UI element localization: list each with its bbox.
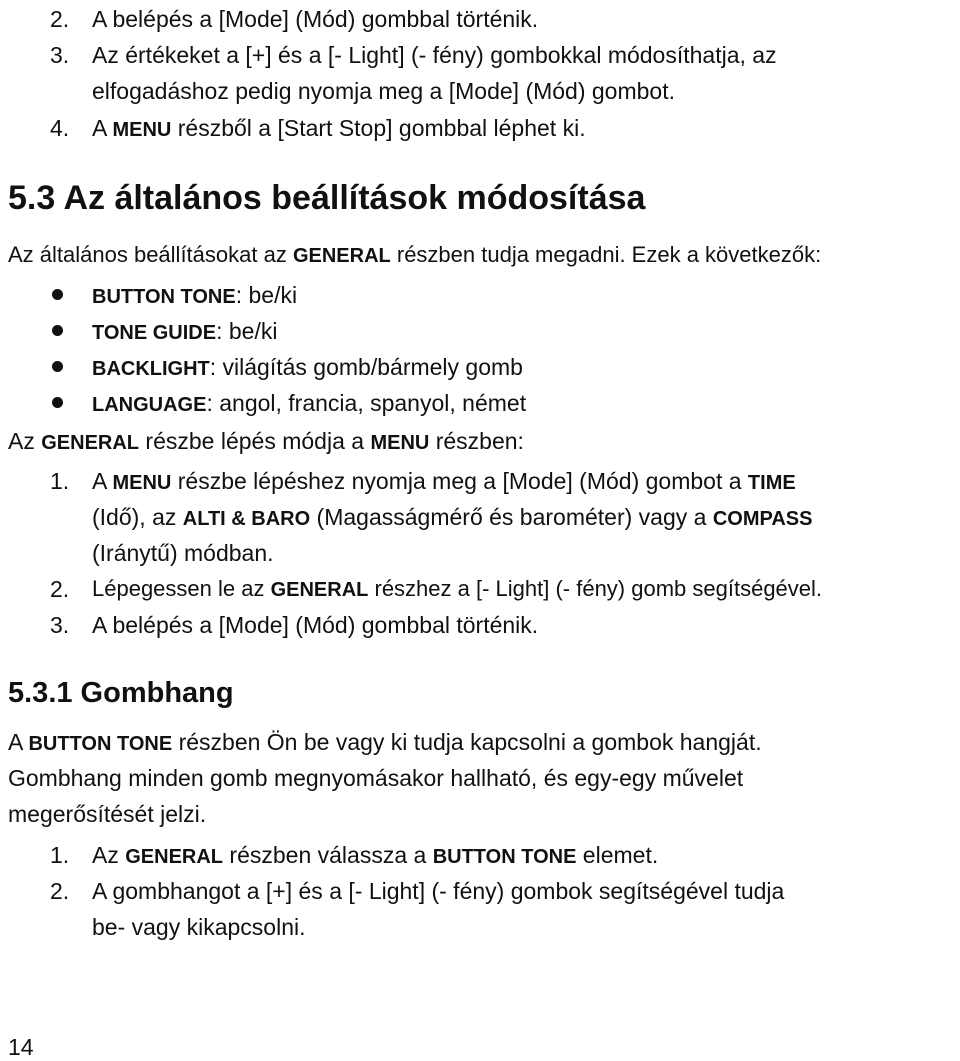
text-run: A: [92, 468, 113, 494]
text-run: részből a [Start Stop] gombbal léphet ki.: [171, 115, 586, 141]
list-item-text: [92, 502, 812, 534]
text-run: részhez a [- Light] (- fény) gomb segítségével.: [368, 576, 823, 601]
bullet-dot: [52, 397, 63, 408]
term-time: TIME: [747, 472, 796, 494]
bullet-desc: : világítás gomb/bármely gomb: [209, 354, 523, 380]
text-run: (Idő), az: [92, 504, 183, 530]
text-run: A: [8, 729, 29, 755]
term-general: GENERAL: [41, 432, 140, 454]
list-number: 1.: [50, 468, 70, 494]
paragraph-line: Gombhang minden gomb megnyomásakor hallható, és egy-egy művelet: [8, 765, 744, 791]
section-heading: 5.3 Az általános beállítások módosítása: [8, 179, 646, 217]
bullet-term: TONE GUIDE: [92, 322, 217, 344]
term-menu: MENU: [112, 472, 172, 494]
list-number: 2.: [50, 576, 70, 602]
text-run: részbe lépés módja a: [139, 428, 371, 454]
intro-line: [8, 240, 821, 271]
bullet-dot: [52, 289, 63, 300]
text-run: részben tudja megadni. Ezek a következők:: [390, 242, 822, 267]
bullet-item: [92, 316, 277, 348]
text-run: részben válassza a: [223, 842, 433, 868]
list-item-text: (Iránytű) módban.: [92, 540, 274, 566]
bullet-desc: : be/ki: [235, 282, 298, 308]
text-run: A: [92, 115, 113, 141]
paragraph-line: [8, 727, 762, 759]
list-item-text: A gombhangot a [+] és a [- Light] (- fény) gombok segítségével tudja: [92, 878, 785, 904]
term-menu: MENU: [370, 432, 430, 454]
page-number: 14: [8, 1034, 34, 1060]
term-general: GENERAL: [292, 245, 391, 267]
bullet-desc: : be/ki: [216, 318, 278, 344]
list-item-text: be- vagy kikapcsolni.: [92, 914, 306, 940]
bullet-term: BUTTON TONE: [92, 286, 236, 308]
text-run: elemet.: [576, 842, 659, 868]
text-run: Az: [92, 842, 126, 868]
text-run: Az általános beállításokat az: [8, 242, 293, 267]
list-item-text: A belépés a [Mode] (Mód) gombbal történik.: [92, 6, 539, 32]
list-item-text: [92, 574, 822, 605]
bullet-desc: : angol, francia, spanyol, német: [206, 390, 527, 416]
list-item-text: A belépés a [Mode] (Mód) gombbal történik.: [92, 612, 539, 638]
term-general: GENERAL: [270, 579, 369, 601]
bullet-item: [92, 280, 297, 312]
paragraph-line: megerősítését jelzi.: [8, 801, 207, 827]
list-number: 3.: [50, 612, 70, 638]
term-alti-baro: ALTI & BARO: [182, 508, 311, 530]
bullet-dot: [52, 325, 63, 336]
bullet-term: BACKLIGHT: [92, 358, 210, 380]
term-button-tone: BUTTON TONE: [432, 846, 577, 868]
text-run: részbe lépéshez nyomja meg a [Mode] (Mód) gombot a: [171, 468, 748, 494]
bullet-item: [92, 388, 526, 420]
list-number: 2.: [50, 6, 70, 32]
text-run: Az: [8, 428, 42, 454]
subsection-heading: 5.3.1 Gombhang: [8, 677, 234, 709]
list-item-text: [92, 113, 586, 145]
term-menu: MENU: [112, 119, 172, 141]
term-general: GENERAL: [125, 846, 224, 868]
term-compass: COMPASS: [712, 508, 813, 530]
bullet-term: LANGUAGE: [92, 394, 207, 416]
term-button-tone: BUTTON TONE: [28, 733, 173, 755]
text-run: részben Ön be vagy ki tudja kapcsolni a gombok hangját.: [172, 729, 762, 755]
list-number: 1.: [50, 842, 70, 868]
bullet-dot: [52, 361, 63, 372]
text-run: Lépegessen le az: [92, 576, 271, 601]
list-number: 2.: [50, 878, 70, 904]
list-number: 3.: [50, 42, 70, 68]
text-run: részben:: [429, 428, 524, 454]
list-item-text: elfogadáshoz pedig nyomja meg a [Mode] (Mód) gombot.: [92, 78, 675, 104]
list-number: 4.: [50, 115, 70, 141]
bullet-item: [92, 352, 523, 384]
text-run: (Magasságmérő és barométer) vagy a: [310, 504, 713, 530]
list-item-text: [92, 840, 658, 872]
entry-line: [8, 426, 524, 458]
list-item-text: Az értékeket a [+] és a [- Light] (- fény) gombokkal módosíthatja, az: [92, 42, 777, 68]
list-item-text: [92, 466, 796, 498]
